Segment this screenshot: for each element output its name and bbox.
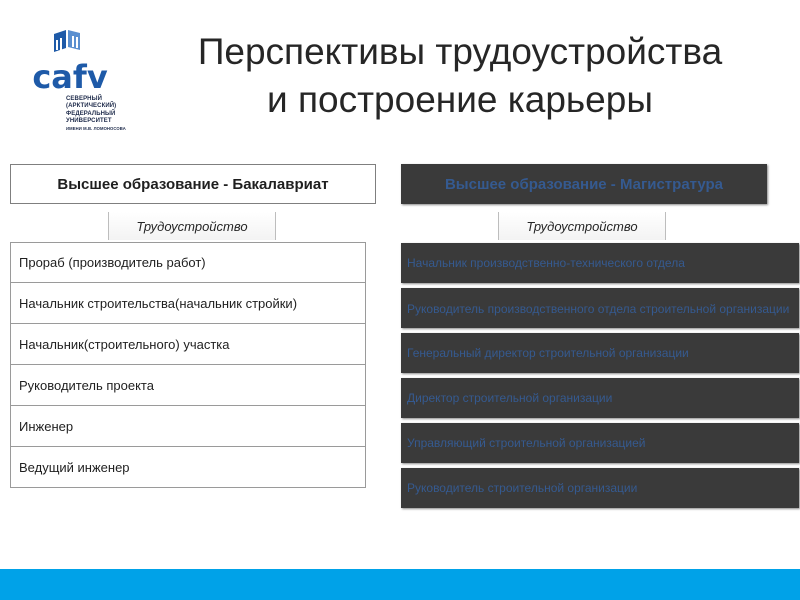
bachelor-header: Высшее образование - Бакалавриат	[10, 164, 376, 204]
master-subheader: Трудоустройство	[498, 212, 666, 240]
list-item: Генеральный директор строительной организации	[401, 333, 799, 373]
list-item: Директор строительной организации	[401, 378, 799, 418]
logo-line: (АРКТИЧЕСКИЙ)	[66, 103, 117, 110]
university-logo	[28, 30, 128, 150]
logo-line: УНИВЕРСИТЕТ	[66, 118, 112, 125]
logo-mark-text: cafv	[32, 58, 108, 94]
bachelor-job-list	[10, 242, 366, 488]
list-item: Инженер	[10, 406, 366, 447]
logo-university-name	[66, 96, 130, 132]
master-job-list	[401, 243, 799, 513]
logo-line: ФЕДЕРАЛЬНЫЙ	[66, 110, 116, 117]
logo-line-small: ИМЕНИ М.В. ЛОМОНОСОВА	[66, 125, 126, 131]
list-item: Руководитель проекта	[10, 365, 366, 406]
logo-line: СЕВЕРНЫЙ	[66, 96, 102, 102]
list-item: Начальник производственно-технического отдела	[401, 243, 799, 283]
bachelor-subheader: Трудоустройство	[108, 212, 276, 240]
list-item: Руководитель строительной организации	[401, 468, 799, 508]
title-line-2: и построение карьеры	[267, 79, 653, 120]
list-item: Начальник(строительного) участка	[10, 324, 366, 365]
logo-mark-icon	[32, 30, 108, 94]
list-item: Руководитель производственного отдела строительной организации	[401, 288, 799, 328]
master-header: Высшее образование - Магистратура	[401, 164, 767, 204]
page-title	[150, 28, 770, 124]
list-item: Начальник строительства(начальник стройки)	[10, 283, 366, 324]
list-item: Прораб (производитель работ)	[10, 242, 366, 283]
list-item: Управляющий строительной организацией	[401, 423, 799, 463]
list-item: Ведущий инженер	[10, 447, 366, 488]
footer-accent-bar	[0, 569, 800, 600]
title-line-1: Перспективы трудоустройства	[197, 31, 723, 72]
